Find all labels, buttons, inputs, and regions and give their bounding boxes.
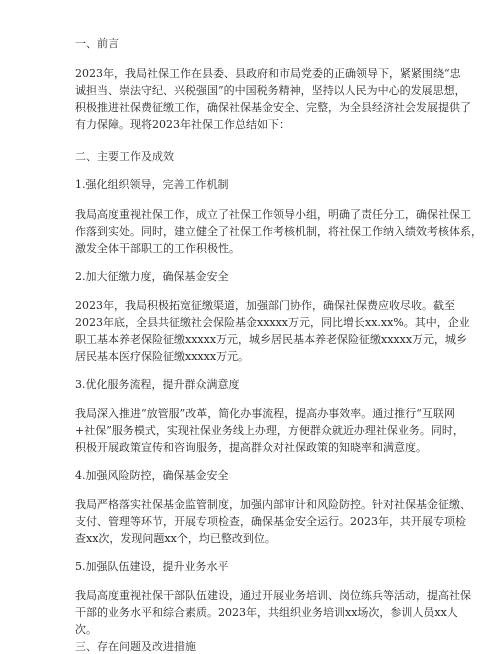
paragraph-line: 我局深入推进“放管服”改革，简化办事流程，提高办事效率。通过推行“互联网 — [75, 407, 455, 420]
paragraph-line: 次。 — [75, 623, 97, 636]
paragraph-line: 支付、管理等环节，开展专项检查，确保基金安全运行。2023年，共开展专项检 — [75, 515, 466, 528]
subheading-5: 5.加强队伍建设，提升业务水平 — [75, 560, 229, 573]
paragraph-line: 干部的业务水平和综合素质。2023年，共组织业务培训xx场次，参训人员xx人 — [75, 606, 458, 619]
paragraph-line: 居民基本医疗保险征缴xxxxx万元。 — [75, 350, 250, 363]
paragraph-line: 诚担当、崇法守纪、兴税强国”的中国税务精神，坚持以人民为中心的发展思想， — [75, 84, 466, 97]
paragraph-line: +社保”服务模式，实现社保业务线上办理，方便群众就近办理社保业务。同时， — [75, 424, 464, 437]
paragraph-line: 我局严格落实社保基金监管制度，加强内部审计和风险防控。针对社保基金征缴、 — [75, 498, 471, 511]
section-heading-preface: 一、前言 — [75, 37, 119, 50]
subheading-1: 1.强化组织领导，完善工作机制 — [75, 178, 229, 191]
subheading-3: 3.优化服务流程，提升群众满意度 — [75, 378, 240, 391]
paragraph-line: 2023年，我局社保工作在县委、县政府和市局党委的正确领导下，紧紧围绕“忠 — [75, 67, 461, 80]
paragraph-line: 积极推进社保费征缴工作，确保社保基金安全、完整，为全县经济社会发展提供了 — [75, 101, 471, 114]
paragraph-line: 2023年，我局积极拓宽征缴渠道，加强部门协作，确保社保费应收尽收。截至 — [75, 299, 455, 312]
section-heading-issues: 三、存在问题及改进措施 — [75, 640, 196, 653]
subheading-2: 2.加大征缴力度，确保基金安全 — [75, 270, 229, 283]
paragraph-line: 2023年底，全县共征缴社会保险基金xxxxx万元，同比增长xx.xx%。其中，企业 — [75, 316, 470, 329]
subheading-4: 4.加强风险防控，确保基金安全 — [75, 469, 229, 482]
paragraph-line: 激发全体干部职工的工作积极性。 — [75, 242, 240, 255]
paragraph-line: 积极开展政策宣传和咨询服务，提高群众对社保政策的知晓率和满意度。 — [75, 441, 427, 454]
paragraph-line: 我局高度重视社保干部队伍建设，通过开展业务培训、岗位练兵等活动，提高社保 — [75, 589, 471, 602]
paragraph-line: 我局高度重视社保工作，成立了社保工作领导小组，明确了责任分工，确保社保工 — [75, 208, 471, 221]
paragraph-line: 作落到实处。同时，建立健全了社保工作考核机制，将社保工作纳入绩效考核体系， — [75, 225, 482, 238]
paragraph-line: 职工基本养老保险征缴xxxxx万元，城乡居民基本养老保险征缴xxxxx万元，城乡 — [75, 333, 468, 346]
paragraph-line: 查xx次，发现问题xx个，均已整改到位。 — [75, 532, 276, 545]
section-heading-main-work: 二、主要工作及成效 — [75, 150, 174, 163]
paragraph-line: 有力保障。现将2023年社保工作总结如下： — [75, 118, 290, 131]
